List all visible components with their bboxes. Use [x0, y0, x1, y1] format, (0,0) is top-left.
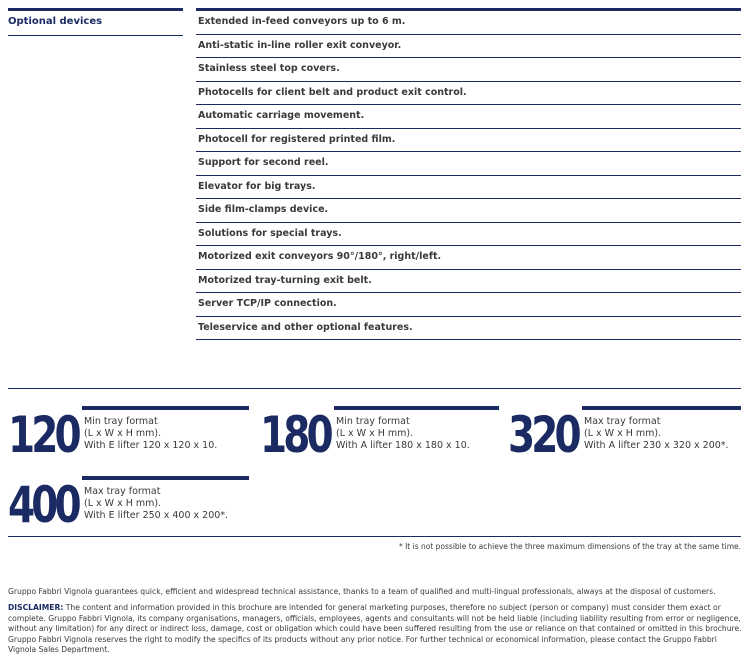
tray-format-bar	[582, 406, 741, 410]
disclaimer-text: The content and information provided in this brochure are intended for general marketing purposes, therefore no subject (person or company) must consider them exact or complete. Gruppo Fabbri Vignola, its company organisations, managers, officials, employees, agents and consultants will not be held liable (including liability resulting from error or negligence, without any limitation) for any direct or indirect loss, damage, cost or obligation which could have been suffered resulting from the use or reliance on that contained or omitted in this brochure. Gruppo Fabbri Vignola reserves the right to modify the specifics of its products without any prior notice. For further technical or economical information, please contact the Gruppo Fabbri Vignola Sales Department.	[8, 603, 742, 654]
tray-format-max-a	[508, 406, 741, 466]
list-item: Automatic carriage movement.	[196, 105, 741, 129]
assistance-text: Gruppo Fabbri Vignola guarantees quick, efficient and widespread technical assistance, thanks to a team of qualified and multi-lingual professionals, always at the disposal of customers.	[8, 587, 716, 596]
tray-format-line: Max tray format	[584, 416, 661, 427]
tray-format-line: (L x W x H mm).	[584, 428, 662, 439]
tray-format-bar	[82, 406, 249, 410]
list-item: Solutions for special trays.	[196, 223, 741, 247]
list-item: Motorized exit conveyors 90°/180°, right/left.	[196, 246, 741, 270]
tray-format-number: 180	[260, 406, 330, 464]
tray-format-line: Min tray format	[84, 416, 158, 427]
tray-format-bar	[82, 476, 249, 480]
list-item: Stainless steel top covers.	[196, 58, 741, 82]
list-item: Teleservice and other optional features.	[196, 317, 741, 341]
optional-devices-header	[8, 8, 183, 36]
list-item: Anti-static in-line roller exit conveyor.	[196, 35, 741, 59]
optional-devices-title: Optional devices	[8, 16, 103, 27]
tray-format-description	[84, 486, 228, 522]
list-item: Side film-clamps device.	[196, 199, 741, 223]
tray-format-line: Max tray format	[84, 486, 161, 497]
list-item: Extended in-feed conveyors up to 6 m.	[196, 11, 741, 35]
tray-format-number: 120	[8, 406, 78, 464]
disclaimer	[8, 603, 743, 656]
tray-format-line: With E lifter 120 x 120 x 10.	[84, 440, 218, 451]
tray-format-description	[336, 416, 470, 452]
tray-format-line: With A lifter 180 x 180 x 10.	[336, 440, 470, 451]
tray-format-min-e	[8, 406, 249, 466]
list-item: Photocell for registered printed film.	[196, 129, 741, 153]
tray-format-line: (L x W x H mm).	[84, 498, 162, 509]
list-item: Server TCP/IP connection.	[196, 293, 741, 317]
tray-format-line: With A lifter 230 x 320 x 200*.	[584, 440, 729, 451]
tray-format-min-a	[260, 406, 499, 466]
list-item: Motorized tray-turning exit belt.	[196, 270, 741, 294]
tray-format-line: With E lifter 250 x 400 x 200*.	[84, 510, 229, 521]
tray-format-number: 320	[508, 406, 578, 464]
tray-format-line: (L x W x H mm).	[336, 428, 414, 439]
footer-divider	[8, 536, 741, 537]
tray-format-max-e	[8, 476, 249, 536]
disclaimer-label: DISCLAIMER:	[8, 603, 64, 612]
tray-format-line: (L x W x H mm).	[84, 428, 162, 439]
tray-format-description	[84, 416, 217, 452]
tray-format-line: Min tray format	[336, 416, 410, 427]
tray-format-bar	[334, 406, 499, 410]
tray-format-description	[584, 416, 729, 452]
tray-format-number: 400	[8, 476, 78, 534]
list-item: Elevator for big trays.	[196, 176, 741, 200]
list-item: Support for second reel.	[196, 152, 741, 176]
list-item: Photocells for client belt and product exit control.	[196, 82, 741, 106]
optional-devices-list	[196, 8, 741, 340]
tray-footnote: * It is not possible to achieve the three maximum dimensions of the tray at the same time.	[398, 542, 741, 551]
section-divider	[8, 388, 741, 389]
